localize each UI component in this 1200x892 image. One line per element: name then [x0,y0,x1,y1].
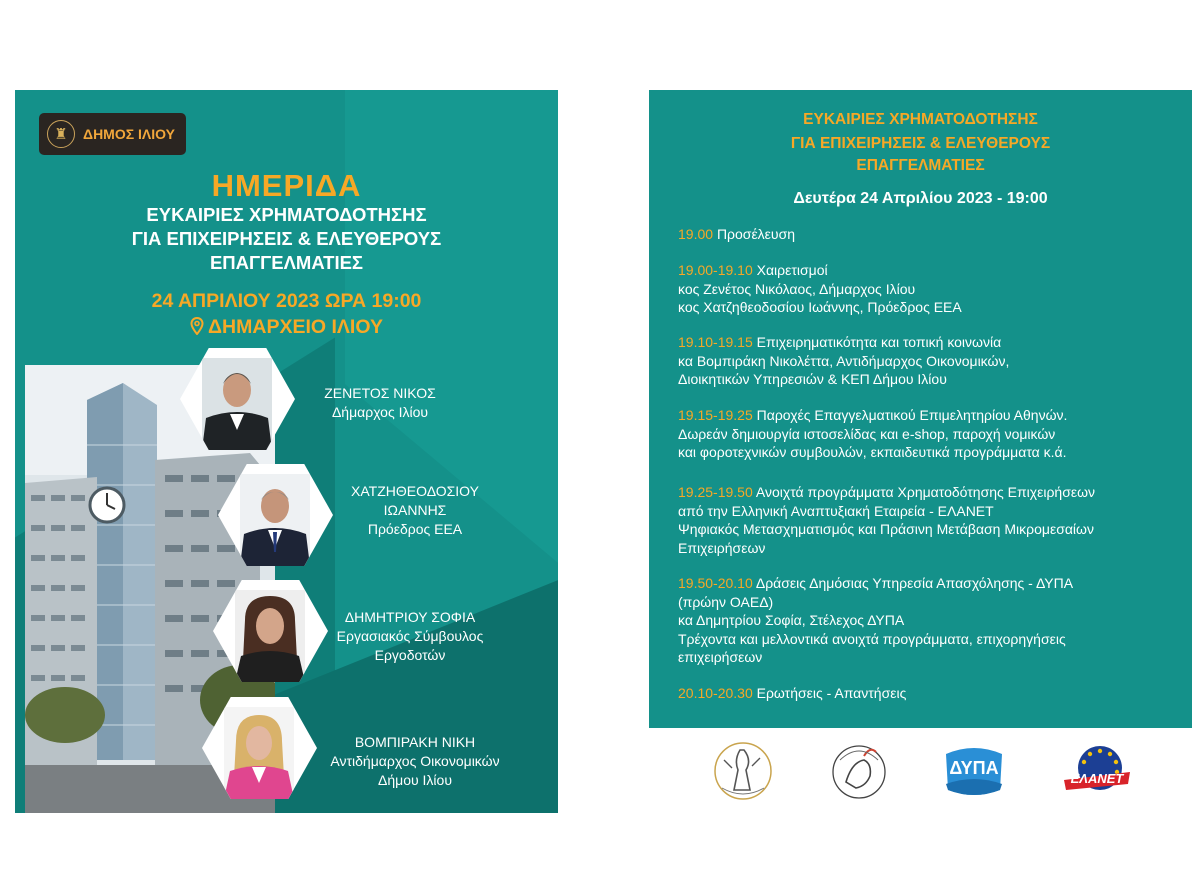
agenda-text: Ερωτήσεις - Απαντήσεις [756,685,907,701]
agenda-text: και φοροτεχνικών συμβουλών, εκπαιδευτικά προγράμματα κ.ά. [678,444,1067,460]
person-avatar [202,358,272,450]
event-poster [15,90,558,813]
speaker-name: ΔΗΜΗΤΡΙΟΥ ΣΟΦΙΑ [344,609,476,625]
speaker-caption [305,608,515,665]
emblem-icon: ♜ [47,120,75,148]
speaker-role: Αντιδήμαρχος Οικονομικών [330,753,500,769]
agenda-text: Παροχές Επαγγελματικού Επιμελητηρίου Αθηνών. [756,407,1068,423]
agenda-item [678,483,1178,557]
person-avatar [224,707,294,799]
logo-text: ΔΗΜΟΣ ΙΛΙΟΥ [83,126,175,142]
agenda-item [678,225,1178,244]
poster-place-text: ΔΗΜΑΡΧΕΙΟ ΙΛΙΟΥ [208,316,383,338]
speaker-caption [305,733,525,790]
agenda-time: 19.15-19.25 [678,407,753,423]
agenda-text: από την Ελληνική Αναπτυξιακή Εταιρεία - ΕΛΑΝΕΤ [678,502,994,519]
agenda-text: κος Χατζηθεοδοσίου Ιωάννης, Πρόεδρος ΕΕΑ [678,299,962,315]
person-avatar [240,474,310,566]
agenda-time: 20.10-20.30 [678,685,753,701]
poster-place [15,316,558,339]
agenda-text: Δωρεάν δημιουργία ιστοσελίδας και e-shop, παροχή νομικών [678,425,1056,442]
agenda-time: 19.10-19.15 [678,334,753,350]
dimos-iliou-logo [710,738,776,804]
location-pin-icon [190,317,204,335]
agenda-text: Ανοιχτά προγράμματα Χρηματοδότησης Επιχειρήσεων [755,484,1096,500]
agenda-item [678,684,1178,703]
agenda-text: επιχειρήσεων [678,649,763,665]
elanet-logo [1060,742,1134,800]
elanet-logo-text: ΕΛΑΝΕΤ [1070,771,1124,786]
poster-subtitle-line: ΓΙΑ ΕΠΙΧΕΙΡΗΣΕΙΣ & ΕΛΕΥΘΕΡΟΥΣ [131,228,442,249]
dypa-logo [940,744,1008,798]
agenda-time: 19.00 [678,226,714,242]
agenda-time: 19.25-19.50 [678,484,753,500]
agenda-text: Επιχειρήσεων [678,539,766,556]
speaker-name-line2: ΙΩΑΝΝΗΣ [383,502,447,518]
agenda-text: Χαιρετισμοί [756,262,828,278]
agenda-text: κα Βομπιράκη Νικολέττα, Αντιδήμαρχος Οικονομικών, [678,352,1010,369]
agenda-text: Δράσεις Δημόσιας Υπηρεσία Απασχόλησης - ΔΥΠΑ [755,575,1074,591]
agenda-text: (πρώην ΟΑΕΔ) [678,593,774,610]
agenda-item [678,261,1178,317]
programme-title-line: ΕΠΑΓΓΕΛΜΑΤΙΕΣ [856,157,985,174]
poster-title: ΗΜΕΡΙΔΑ [211,168,362,203]
agenda-item [678,574,1178,667]
agenda-text: κος Ζενέτος Νικόλαος, Δήμαρχος Ιλίου [678,280,916,297]
speaker-role: Δήμου Ιλίου [378,772,452,788]
agenda-text: Επιχειρηματικότητα και τοπική κοινωνία [756,334,1002,350]
speaker-name: ΖΕΝΕΤΟΣ ΝΙΚΟΣ [324,385,436,401]
agenda-text: Τρέχοντα και μελλοντικά ανοιχτά προγράμματα, επιχορηγήσεις [678,630,1066,647]
speaker-role: Εργοδοτών [374,647,446,663]
agenda-time: 19.00-19.10 [678,262,753,278]
agenda-time: 19.50-20.10 [678,575,753,591]
poster-date-time: 24 ΑΠΡΙΛΙΟΥ 2023 ΩΡΑ 19:00 [151,290,422,312]
speaker-role: Δήμαρχος Ιλίου [331,404,429,420]
agenda-text: Προσέλευση [716,226,796,242]
programme-title-line: ΓΙΑ ΕΠΙΧΕΙΡΗΣΕΙΣ & ΕΛΕΥΘΕΡΟΥΣ [790,135,1051,152]
speaker-caption [285,384,475,422]
speaker-role: Εργασιακός Σύμβουλος [336,628,484,644]
promitheas-logo [826,738,892,804]
poster-subtitle-line: ΕΥΚΑΙΡΙΕΣ ΧΡΗΜΑΤΟΔΟΤΗΣΗΣ [146,204,427,225]
speaker-caption [315,482,515,539]
speaker-name: ΒΟΜΠΙΡΑΚΗ ΝΙΚΗ [354,734,476,750]
poster-subtitle-line: ΕΠΑΓΓΕΛΜΑΤΙΕΣ [209,252,364,273]
agenda-text: κα Δημητρίου Σοφία, Στέλεχος ΔΥΠΑ [678,612,905,628]
speaker-role: Πρόεδρος ΕΕΑ [367,521,463,537]
agenda-text: Ψηφιακός Μετασχηματισμός και Πράσινη Μετάβαση Μικρομεσαίων [678,521,1094,537]
municipality-logo [39,113,186,155]
programme-title-line: ΕΥΚΑΙΡΙΕΣ ΧΡΗΜΑΤΟΔΟΤΗΣΗΣ [803,111,1038,128]
agenda-item [678,333,1178,389]
agenda-item [678,406,1178,462]
programme-date: Δευτέρα 24 Απριλίου 2023 - 19:00 [793,190,1048,207]
dypa-logo-text: ΔΥΠΑ [949,758,999,778]
person-avatar [235,590,305,682]
event-programme [649,90,1192,728]
agenda-text: Διοικητικών Υπηρεσιών & ΚΕΠ Δήμου Ιλίου [678,371,947,387]
speaker-name: ΧΑΤΖΗΘΕΟΔΟΣΙΟΥ [351,483,479,499]
